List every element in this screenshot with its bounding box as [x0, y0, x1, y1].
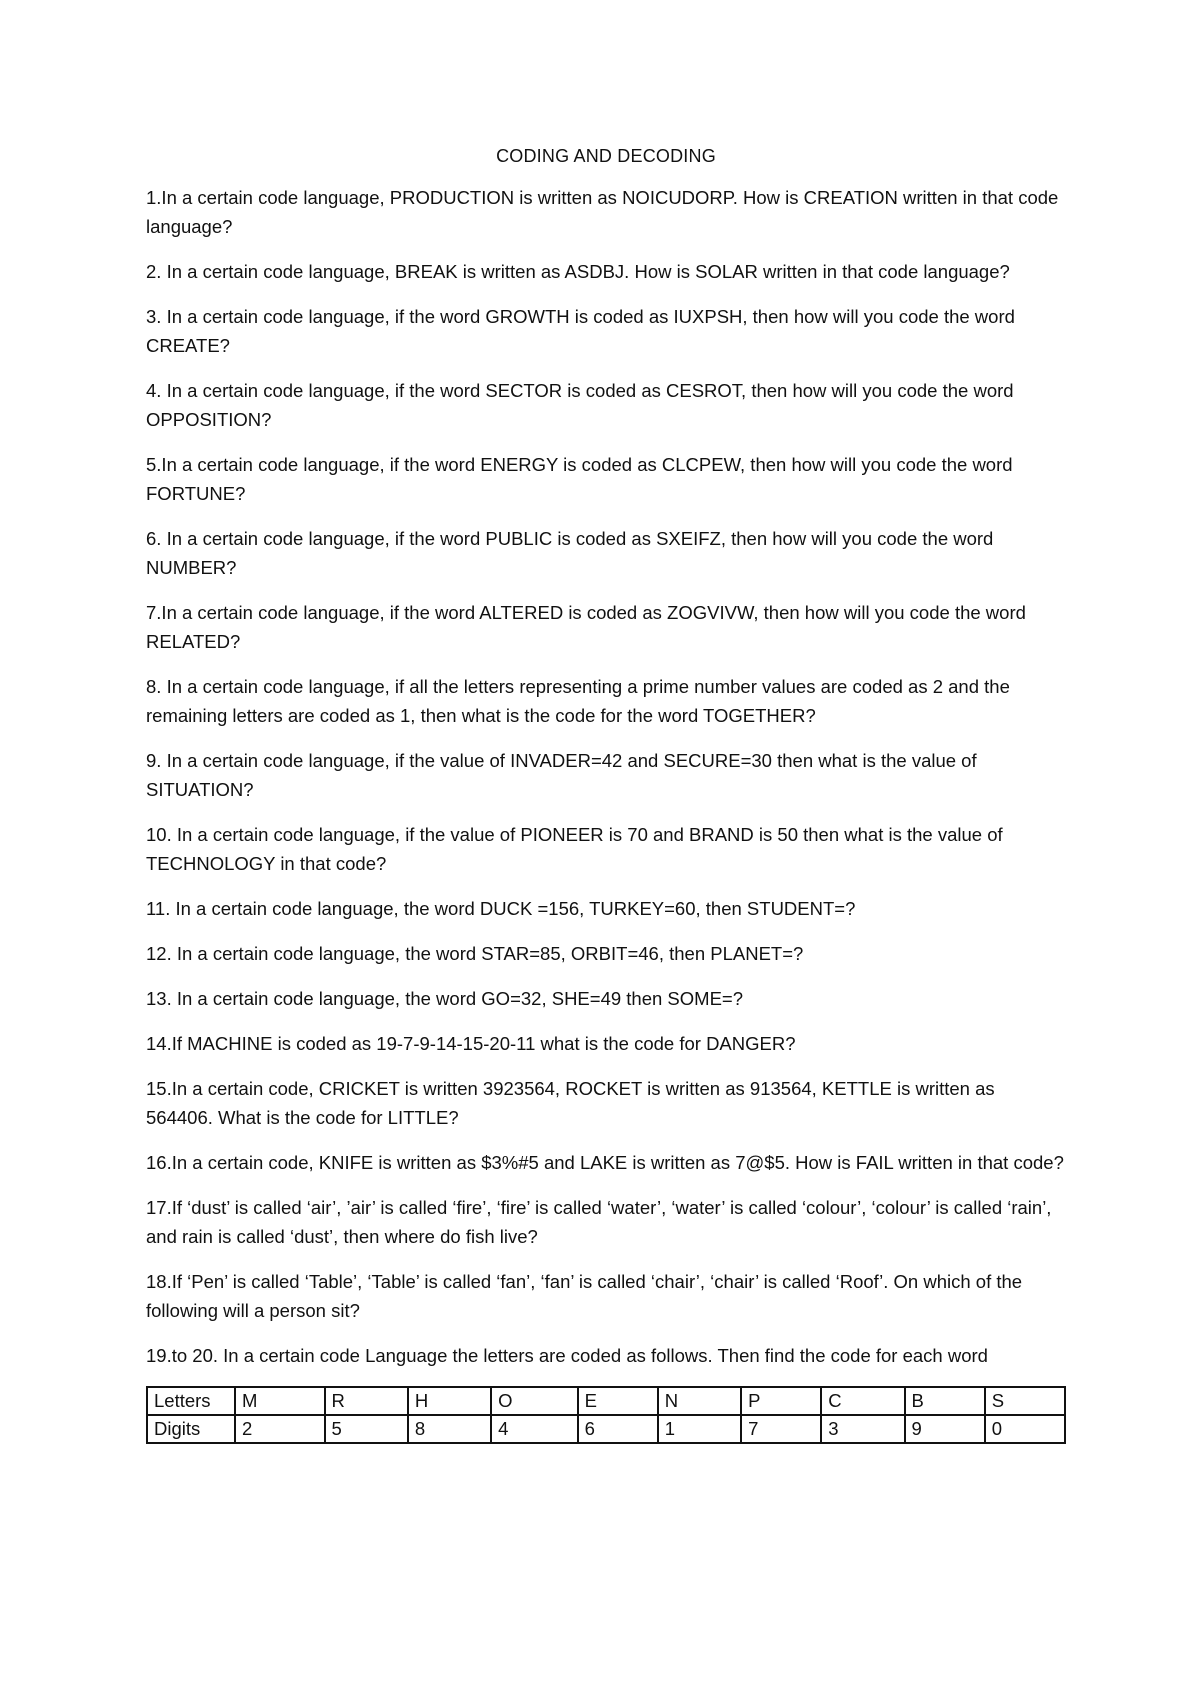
- digit-cell: 1: [658, 1415, 741, 1443]
- question-5: 5.In a certain code language, if the word ENERGY is coded as CLCPEW, then how will you code the word FORTUNE?: [146, 454, 1013, 504]
- letters-row-label: Letters: [147, 1387, 235, 1415]
- question-16: 16.In a certain code, KNIFE is written as $3%#5 and LAKE is written as 7@$5. How is FAIL written in that code?: [146, 1152, 1064, 1173]
- digit-cell: 5: [325, 1415, 408, 1443]
- question-19-20: 19.to 20. In a certain code Language the letters are coded as follows. Then find the code for each word: [146, 1345, 988, 1366]
- letter-cell: R: [325, 1387, 408, 1415]
- question-9: 9. In a certain code language, if the value of INVADER=42 and SECURE=30 then what is the value of SITUATION?: [146, 750, 977, 800]
- digit-cell: 6: [578, 1415, 658, 1443]
- digit-cell: 0: [985, 1415, 1065, 1443]
- digit-cell: 9: [905, 1415, 985, 1443]
- letter-digit-code-table: [146, 1386, 1066, 1444]
- letter-cell: E: [578, 1387, 658, 1415]
- question-12: 12. In a certain code language, the word STAR=85, ORBIT=46, then PLANET=?: [146, 943, 804, 964]
- question-7: 7.In a certain code language, if the word ALTERED is coded as ZOGVIVW, then how will you code the word RELATED?: [146, 602, 1026, 652]
- code-table-wrapper: [146, 1386, 1066, 1444]
- question-8: 8. In a certain code language, if all the letters representing a prime number values are coded as 2 and the remaining letters are coded as 1, then what is the code for the word TOGETHER?: [146, 676, 1010, 726]
- letter-cell: M: [235, 1387, 325, 1415]
- letter-cell: B: [905, 1387, 985, 1415]
- question-3: 3. In a certain code language, if the word GROWTH is coded as IUXPSH, then how will you code the word CREATE?: [146, 306, 1015, 356]
- question-4: 4. In a certain code language, if the word SECTOR is coded as CESROT, then how will you code the word OPPOSITION?: [146, 380, 1014, 430]
- digit-cell: 3: [821, 1415, 904, 1443]
- page-title: CODING AND DECODING: [496, 146, 716, 166]
- question-13: 13. In a certain code language, the word GO=32, SHE=49 then SOME=?: [146, 988, 744, 1009]
- digit-cell: 4: [491, 1415, 577, 1443]
- question-1: 1.In a certain code language, PRODUCTION is written as NOICUDORP. How is CREATION written in that code language?: [146, 187, 1059, 237]
- digits-row-label: Digits: [147, 1415, 235, 1443]
- digit-cell: 8: [408, 1415, 491, 1443]
- question-18: 18.If ‘Pen’ is called ‘Table’, ‘Table’ is called ‘fan’, ‘fan’ is called ‘chair’, ‘chair’ is called ‘Roof’. On which of the following will a person sit?: [146, 1271, 1023, 1321]
- question-6: 6. In a certain code language, if the word PUBLIC is coded as SXEIFZ, then how will you code the word NUMBER?: [146, 528, 994, 578]
- digit-cell: 7: [741, 1415, 821, 1443]
- letter-cell: C: [821, 1387, 904, 1415]
- letter-cell: N: [658, 1387, 741, 1415]
- letter-cell: H: [408, 1387, 491, 1415]
- digit-cell: 2: [235, 1415, 325, 1443]
- question-2: 2. In a certain code language, BREAK is written as ASDBJ. How is SOLAR written in that code language?: [146, 261, 1010, 282]
- question-14: 14.If MACHINE is coded as 19-7-9-14-15-20-11 what is the code for DANGER?: [146, 1033, 796, 1054]
- letter-cell: O: [491, 1387, 577, 1415]
- question-17: 17.If ‘dust’ is called ‘air’, ’air’ is called ‘fire’, ‘fire’ is called ‘water’, ‘water’ is called ‘colour’, ‘colour’ is called ‘rain’, and rain is called ‘dust’, then where do fish live?: [146, 1197, 1052, 1247]
- letter-cell: S: [985, 1387, 1065, 1415]
- question-11: 11. In a certain code language, the word DUCK =156, TURKEY=60, then STUDENT=?: [146, 898, 856, 919]
- digits-row: [147, 1415, 1065, 1443]
- question-10: 10. In a certain code language, if the value of PIONEER is 70 and BRAND is 50 then what is the value of TECHNOLOGY in that code?: [146, 824, 1003, 874]
- question-15: 15.In a certain code, CRICKET is written 3923564, ROCKET is written as 913564, KETTLE is written as 564406. What is the code for LITTLE?: [146, 1078, 995, 1128]
- letters-row: [147, 1387, 1065, 1415]
- letter-cell: P: [741, 1387, 821, 1415]
